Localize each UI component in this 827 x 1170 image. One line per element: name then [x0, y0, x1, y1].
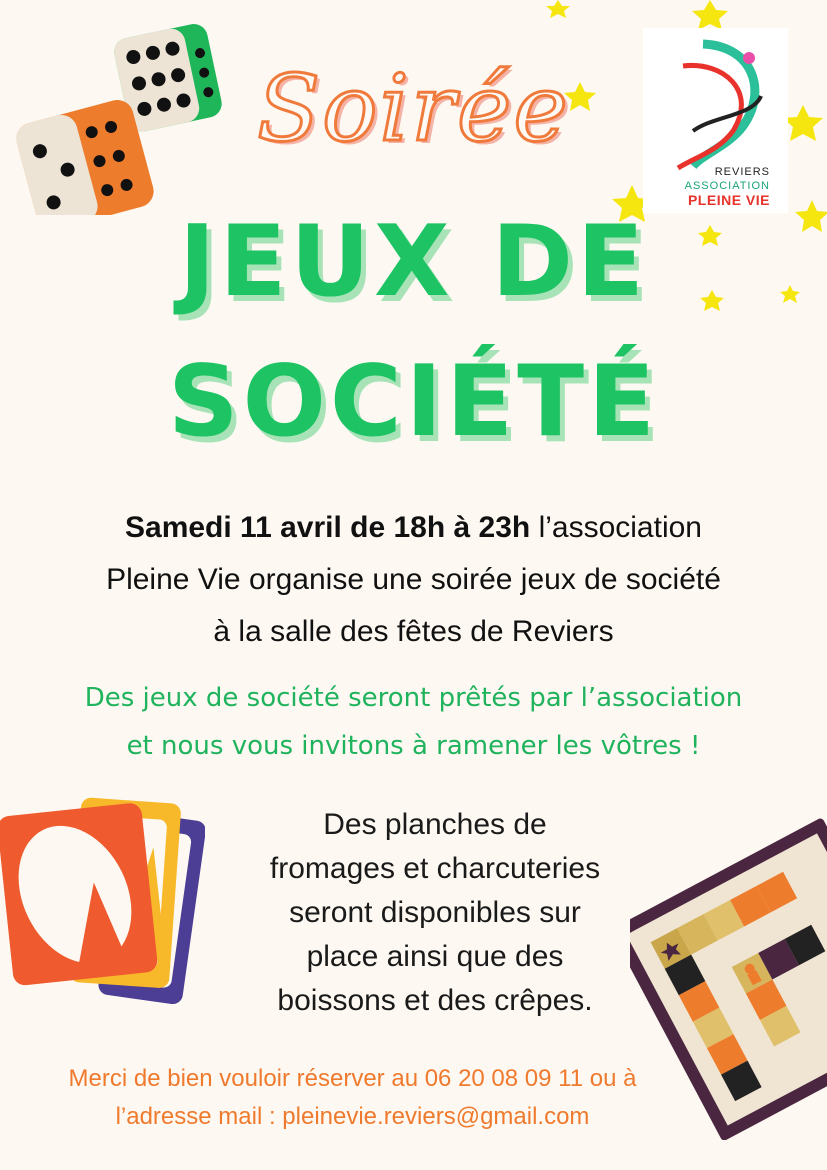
footer-line1: Merci de bien vouloir réserver au 06 20 08 09 11 ou à — [68, 1065, 637, 1092]
footer-line2: l’adresse mail : pleinevie.reviers@gmail.com — [115, 1103, 590, 1130]
intro-text: l’association — [530, 511, 702, 544]
script-title: Soirée — [257, 55, 570, 162]
star-icon — [692, 0, 728, 30]
main-title-line2: SOCIÉTÉ — [167, 345, 659, 459]
logo-text-pleine-vie: PLEINE VIE — [687, 192, 770, 208]
footer-contact — [0, 1060, 705, 1136]
food-line4: place ainsi que des — [306, 940, 564, 973]
intro-paragraph — [30, 502, 797, 658]
logo-text-reviers: REVIERS — [714, 166, 770, 178]
star-icon — [546, 0, 570, 18]
games-note-line2: et nous vous invitons à ramener les vôtres ! — [126, 731, 701, 761]
food-line3: seront disponibles sur — [289, 896, 581, 929]
logo-text-association: ASSOCIATION — [684, 180, 770, 192]
games-note-line1: Des jeux de société seront prêtés par l’association — [84, 683, 743, 713]
games-note — [30, 674, 797, 770]
food-line2: fromages et charcuteries — [269, 852, 601, 885]
main-title-line1: JEUX DE — [179, 205, 648, 319]
intro-line3: à la salle des fêtes de Reviers — [213, 615, 614, 648]
intro-line2: Pleine Vie organise une soirée jeux de société — [106, 563, 721, 596]
intro-date: Samedi 11 avril de 18h à 23h — [125, 511, 531, 544]
food-paragraph — [240, 803, 630, 1023]
playing-cards-icon — [0, 795, 205, 1010]
food-line1: Des planches de — [323, 808, 547, 841]
food-line5: boissons et des crêpes. — [277, 984, 593, 1017]
